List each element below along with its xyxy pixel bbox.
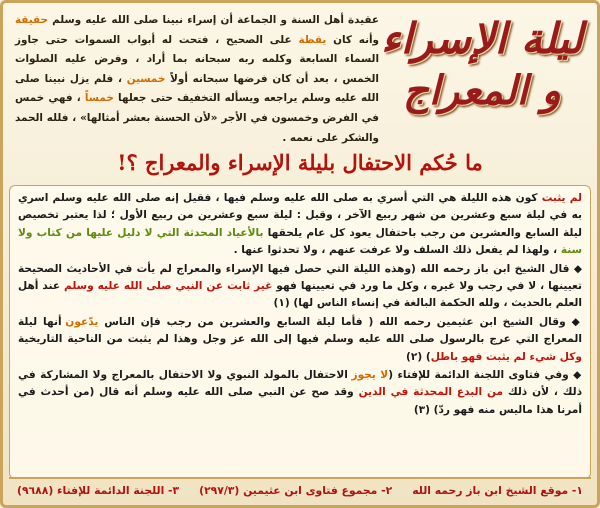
intro-text: ، فلم يزل نبينا صلى الله عليه وسلم يراجعه ويسأله التخفيف حتى جعلها: [15, 72, 379, 105]
paragraph-text: الاحتفال بالمولد النبوي ولا الاحتفال بالمعراج ولا المشاركة في ذلك ، لأن ذلك: [18, 369, 582, 399]
reference-3: ٣- اللجنة الدائمة للإفتاء (٩٦٨٨): [17, 484, 180, 497]
emphasis: من البدع المحدثة في الدين: [358, 386, 504, 399]
emphasis: بالأعياد المحدثة التي لا دليل عليها من كتاب ولا سنة: [18, 226, 582, 257]
intro-text: على الصحيح ، فتحت له أبواب السموات حتى جاوز السماء السابعة وكلمه ربه سبحانه بما أراد ، وفرض عليه الصلوات الخمس ، بعد أن كان فرضها سبحانه أولاً: [15, 33, 379, 85]
title-line-1: ليلة الإسراء: [381, 14, 583, 63]
section-title: ما حُكم الاحتفال بليلة الإسراء والمعراج ؟!: [117, 150, 483, 175]
intro-paragraph: [15, 11, 379, 148]
intro-text: وأنه كان: [326, 33, 379, 46]
calligraphy-title: [377, 13, 587, 137]
intro-text: ، فهي خمس في الفرض وخمسون في الأجر «لأن الحسنة بعشر أمثالها» ، فلله الحمد والشكر على نعمه .: [15, 92, 379, 144]
emphasis: يدّعون: [65, 315, 99, 328]
emphasis: لم يثبت: [541, 192, 582, 204]
paragraph-4: [18, 367, 582, 419]
emphasis: لا يجوز: [351, 369, 389, 382]
intro-highlight: خمسين: [126, 72, 166, 85]
intro-highlight: حقيقة: [15, 14, 48, 26]
paragraph-text: ◆ وفي فتاوى اللجنة الدائمة للإفتاء (: [388, 369, 582, 382]
paragraph-text: ◆ قال الشيخ ابن باز رحمه الله (وهذه الليلة التي حصل فيها الإسراء والمعراج لم يأت في الأحاديث الصحيحة تعيينها ، لا في رجب ولا غيره ، وكل ما ورد في تعيينها فهو: [18, 262, 582, 293]
paragraph-text: ) (٢): [406, 350, 431, 363]
paragraph-text: وقد صح عن النبي صلى الله عليه وسلم أنه قال (من أحدث في أمرنا هذا ماليس منه فهو ردّ) (٣): [18, 386, 582, 416]
intro-highlight: خمساً: [84, 92, 114, 105]
paragraph-1: [18, 190, 582, 260]
paragraph-text: أنها ليلة المعراج التي عرج بالرسول صلى الله عليه وسلم فيها إلى الله عز وجل وهذا لم يثبت من الناحية التاريخية: [18, 315, 582, 346]
paragraph-text: عند أهل العلم بالحديث ، ولله الحكمة البالغة في إنساء الناس لها) (١): [18, 280, 582, 310]
intro-text: عقيدة أهل السنة و الجماعة أن إسراء نبينا صلى الله عليه وسلم: [48, 14, 379, 26]
paragraph-text: ◆ وقال الشيخ ابن عثيمين رحمه الله ( فأما ليلة السابع والعشرين من رجب فإن الناس: [98, 315, 583, 328]
intro-highlight: يقظة: [298, 33, 327, 46]
reference-1: ١- موقع الشيخ ابن باز رحمه الله: [412, 484, 583, 497]
paragraph-text: ، ولهذا لم يفعل ذلك السلف ولا عرفت عنهم ، ولا تحدثوا عنها .: [233, 244, 561, 257]
emphasis: غير ثابت عن النبي صلى الله عليه وسلم: [64, 280, 273, 293]
paragraph-text: كون هذه الليلة هي التي أسري به صلى الله عليه وسلم فيها ، فقيل إنه صلى الله عليه وسلم اسري به في ليلة سبع وعشرين من شهر ربيع الآخر ، وقيل : ليلة سبع وعشرين من ربيع الأول ؛ لذا يعتبر تخصيص ليلة السابع والعشرين من رجب باحتفال يعود كل عام يلحقها: [18, 192, 582, 239]
body-panel: [9, 185, 591, 479]
footer-references: [9, 477, 591, 501]
title-line-2: و المعراج: [403, 67, 561, 114]
emphasis: وكل شيء لم يثبت فهو باطل: [430, 350, 582, 363]
reference-2: ٢- مجموع فتاوى ابن عثيمين (٢٩٧/٣): [199, 484, 393, 497]
paragraph-3: [18, 314, 582, 366]
paragraph-2: [18, 261, 582, 313]
header: [7, 7, 593, 144]
